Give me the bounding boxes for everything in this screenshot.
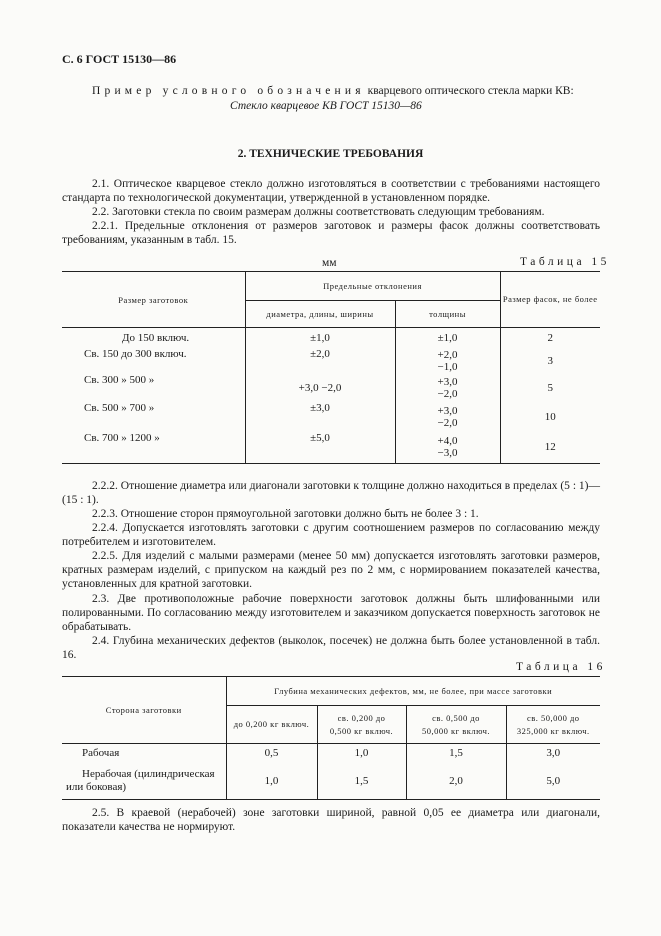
t15-thick: [395, 432, 500, 464]
para-2-4: 2.4. Глубина механических дефектов (выколок, посечек) не должна быть более установленной в табл. 16.: [62, 635, 600, 661]
t15-thick-lower: −2,0: [437, 387, 458, 400]
table15-unit: мм: [322, 257, 337, 269]
t16-val: 3,0: [546, 747, 561, 760]
section-title: 2. ТЕХНИЧЕСКИЕ ТРЕБОВАНИЯ: [237, 148, 424, 160]
t15-size: Св. 300 » 500 »: [62, 374, 245, 402]
example-rest: кварцевого оптического стекла марки КВ:: [364, 85, 574, 97]
table-15: [62, 271, 600, 464]
t15-chamfer: 3: [547, 354, 553, 367]
t15-thick: [395, 402, 500, 432]
para-2-2-2: 2.2.2. Отношение диаметра или диагонали заготовки к толщине должно находиться в пределах (5 : 1)—(15 : 1).: [62, 480, 600, 506]
t15-diam: +3,0 −2,0: [245, 374, 395, 402]
t16-val: 1,5: [317, 763, 406, 800]
t16-col-1: до 0,200 кг включ.: [226, 706, 317, 744]
t16-col-4: св. 50,000 до 325,000 кг включ.: [506, 706, 600, 744]
t16-val: 0,5: [226, 744, 317, 763]
table-row: [62, 744, 600, 763]
para-2-5: 2.5. В краевой (нерабочей) зоне заготовки шириной, равной 0,05 ее диаметра или диагонали, показатели качества не нормируют.: [62, 807, 600, 833]
para-2-2: 2.2. Заготовки стекла по своим размерам должны соответствовать следующим требованиям.: [92, 206, 545, 218]
t15-head-chamfer: Размер фасок, не более: [500, 272, 600, 328]
t15-thick-lower: −1,0: [437, 360, 458, 373]
t15-size: Св. 150 до 300 включ.: [62, 348, 245, 374]
para-2-1: 2.1. Оптическое кварцевое стекло должно изготовляться в соответствии с требованиями настоящего стандарта по технологической документации, утвержденной в установленном порядке.: [62, 178, 600, 204]
t15-thick: [395, 374, 500, 402]
t16-side: Рабочая: [62, 744, 226, 763]
table15-caption: Таблица 15: [520, 256, 610, 268]
t15-thick-lower: −2,0: [437, 416, 458, 429]
t15-thick-upper: ±1,0: [437, 331, 458, 344]
t16-val: 2,0: [406, 763, 506, 800]
t15-head-size: Размер заготовок: [62, 272, 245, 328]
t15-thick-upper: +3,0: [437, 404, 458, 417]
t15-diam: ±2,0: [245, 348, 395, 374]
t16-val: 1,0: [226, 763, 317, 800]
t15-diam: ±1,0: [245, 328, 395, 348]
table-row: [62, 348, 600, 374]
t16-val: 1,0: [317, 744, 406, 763]
t15-chamfer: 10: [544, 410, 556, 423]
t15-size: До 150 включ.: [62, 328, 245, 348]
t16-head-side: Сторона заготовки: [62, 677, 226, 744]
t16-head-depth: Глубина механических дефектов, мм, не более, при массе заготовки: [226, 677, 600, 706]
para-2-2-4: 2.2.4. Допускается изготовлять заготовки с другим соотношением размеров по согласованию между потребителем и изготовителем.: [62, 522, 600, 548]
table-row: [62, 432, 600, 464]
table-row: [62, 402, 600, 432]
t15-size: Св. 700 » 1200 »: [62, 432, 245, 464]
page-header: С. 6 ГОСТ 15130—86: [62, 52, 177, 66]
t15-chamfer: 2: [547, 331, 553, 344]
t15-head-thickness: толщины: [395, 301, 500, 328]
example-spaced: Пример условного обозначения: [92, 85, 365, 97]
para-2-2-3: 2.2.3. Отношение сторон прямоугольной заготовки должно быть не более 3 : 1.: [92, 508, 479, 520]
table-row: [62, 328, 600, 348]
table-row: [62, 374, 600, 402]
t16-val: 5,0: [546, 774, 561, 787]
table-row: [62, 763, 600, 800]
t16-val: 1,5: [406, 744, 506, 763]
t15-chamfer: 5: [547, 381, 553, 394]
para-2-2-5: 2.2.5. Для изделий с малыми размерами (менее 50 мм) допускается изготовлять заготовки размеров, кратных размерам изделий, с припуском на каждый рез по 2 мм, с нормированием показателей качества, установленных для кратной заготовки.: [62, 550, 600, 590]
example-designation: Стекло кварцевое КВ ГОСТ 15130—86: [230, 100, 422, 112]
t15-thick-upper: +4,0: [437, 435, 458, 448]
example-line: [92, 84, 612, 98]
t15-diam: ±5,0: [245, 432, 395, 464]
t15-thick-lower: −3,0: [437, 447, 458, 460]
para-2-3: 2.3. Две противоположные рабочие поверхности заготовок должны быть шлифованными или полированными. По согласованию между изготовителем и заказчиком допускается поверхность заготовок не обрабатывать.: [62, 593, 600, 633]
t16-side: Нерабочая (цилиндрическая или боковая): [62, 763, 226, 800]
t15-diam: ±3,0: [245, 402, 395, 432]
t15-thick: [395, 348, 500, 374]
table-16: [62, 676, 600, 800]
t15-thick-upper: +3,0: [437, 375, 458, 388]
t15-head-deviations: Предельные отклонения: [245, 272, 500, 301]
t15-thick-upper: +2,0: [437, 348, 458, 361]
t16-col-2: св. 0,200 до 0,500 кг включ.: [317, 706, 406, 744]
para-2-2-1: 2.2.1. Предельные отклонения от размеров заготовок и размеры фасок должны соответствовать требованиям, указанным в табл. 15.: [62, 220, 600, 246]
t15-head-diameter: диаметра, длины, ширины: [245, 301, 395, 328]
t15-chamfer: 12: [544, 441, 556, 454]
t15-size: Св. 500 » 700 »: [62, 402, 245, 432]
table16-caption: Таблица 16: [516, 661, 606, 673]
t16-col-3: св. 0,500 до 50,000 кг включ.: [406, 706, 506, 744]
t15-thick: [395, 328, 500, 348]
